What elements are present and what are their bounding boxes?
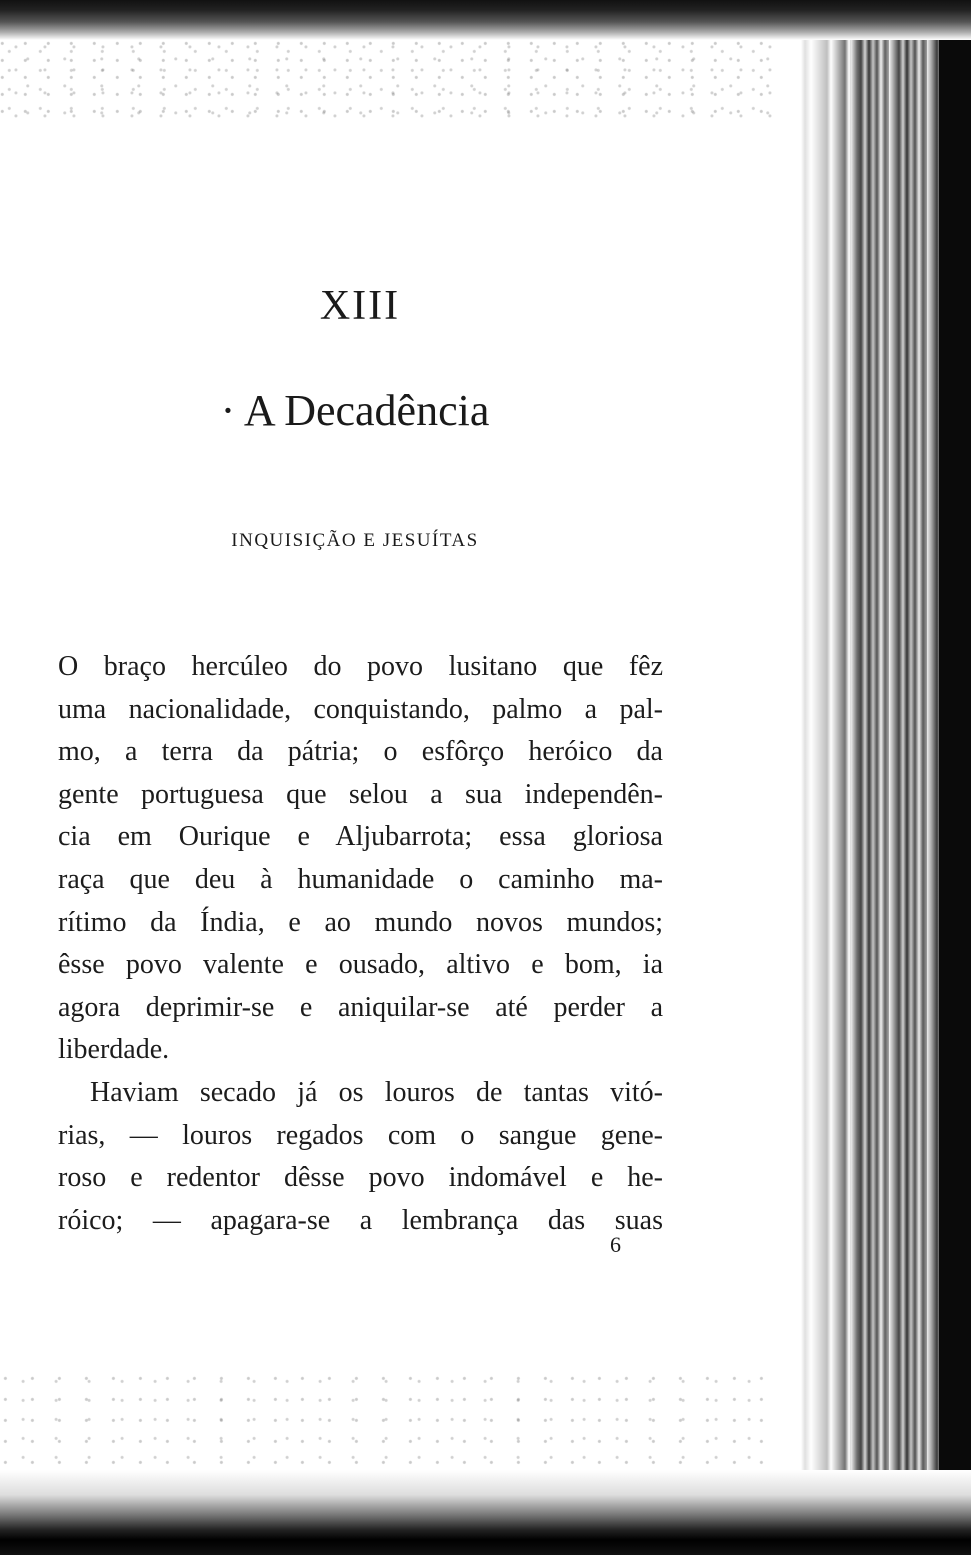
text-line: agora deprimir-se e aniquilar-se até perder a	[58, 991, 663, 1023]
text-line: raça que deu à humanidade o caminho ma-	[58, 863, 663, 895]
scan-bottom-noise	[0, 1370, 780, 1470]
text-line: gente portuguesa que selou a sua independên-	[58, 778, 663, 810]
signature-mark: 6	[610, 1232, 621, 1257]
paragraph-1	[58, 646, 663, 1072]
scan-bottom-shadow	[0, 1470, 971, 1555]
scan-right-shadow	[939, 40, 971, 1470]
scan-top-shadow	[0, 0, 971, 40]
body-text	[58, 646, 663, 1242]
text-line: róico; — apagara-se a lembrança das suas	[58, 1204, 663, 1236]
text-line: rítimo da Índia, e ao mundo novos mundos;	[58, 906, 663, 938]
paragraph-2	[58, 1072, 663, 1242]
chapter-subtitle: INQUISIÇÃO E JESUÍTAS	[231, 530, 479, 551]
text-line: mo, a terra da pátria; o esfôrço heróico da	[58, 736, 663, 768]
chapter-title: · A Decadência	[220, 386, 490, 435]
text-line: roso e redentor dêsse povo indomável e he-	[58, 1162, 663, 1194]
text-line: cia em Ourique e Aljubarrota; essa gloriosa	[58, 821, 663, 853]
text-line: uma nacionalidade, conquistando, palmo a pal-	[58, 693, 663, 725]
text-line: êsse povo valente e ousado, altivo e bom, ia	[58, 949, 663, 981]
scan-top-noise	[0, 40, 780, 120]
chapter-number: XIII	[319, 283, 401, 329]
text-line: Haviam secado já os louros de tantas vitó-	[90, 1076, 663, 1108]
text-line: liberdade.	[58, 1034, 170, 1066]
text-line: O braço hercúleo do povo lusitano que fêz	[58, 651, 663, 682]
text-line: rias, — louros regados com o sangue gene-	[58, 1119, 663, 1151]
